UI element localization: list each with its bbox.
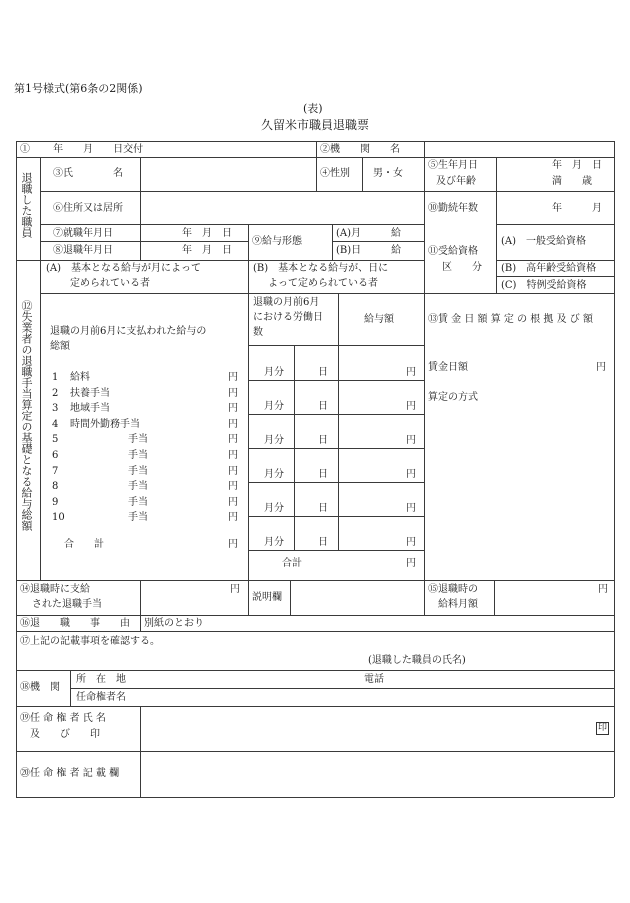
retirement-allowance-label-2: された退職手当: [32, 599, 102, 610]
appointer-name-label: 任命権者名: [76, 692, 126, 703]
month-label: 月分: [264, 401, 284, 412]
pay-item-yen: 円: [228, 466, 238, 477]
form-number: 第1号様式(第6条の2関係): [14, 82, 143, 95]
pay-item-name: 手当: [128, 466, 148, 477]
retirement-allowance-label-1: ⑭退職時に支給: [20, 584, 90, 595]
pay-item-name: 手当: [128, 450, 148, 461]
sex-options: 男・女: [373, 168, 403, 179]
daily-wage-label: 賃金日額: [428, 362, 468, 373]
address-label: ⑥住所又は居所: [53, 203, 123, 214]
explanation-label: 説明欄: [252, 592, 282, 603]
pay-item-number: 4: [52, 419, 59, 430]
month-label: 月分: [264, 435, 284, 446]
calculation-method-label: 算定の方式: [428, 392, 478, 403]
pay-item-yen: 円: [228, 481, 238, 492]
yen-unit: 円: [406, 503, 416, 514]
birth-label-2: 及び年齢: [436, 176, 476, 187]
yen-unit: 円: [406, 401, 416, 412]
retire-date-label: ⑧退職年月日: [53, 245, 113, 256]
service-years-label: ⑩勤続年数: [428, 203, 478, 214]
sex-label: ④性別: [320, 168, 350, 179]
daily-wage-basis-head: ⑬賃 金 日 額 算 定 の 根 拠 及 び 額: [428, 314, 593, 325]
pay-item-name: 地域手当: [70, 403, 110, 414]
daily-wage-yen: 円: [596, 362, 606, 373]
month-label: 月分: [264, 367, 284, 378]
pay-item-name: 時間外勤務手当: [70, 419, 140, 430]
yen-unit: 円: [406, 537, 416, 548]
pay-item-number: 5: [52, 434, 59, 445]
pay-item-name: 手当: [128, 512, 148, 523]
pay-item-yen: 円: [228, 403, 238, 414]
retiree-name-note: (退職した職員の氏名): [368, 655, 466, 666]
appointer-seal-label-2: 及 び 印: [30, 729, 100, 740]
day-unit: 日: [318, 503, 328, 514]
pay-item-number: 9: [52, 497, 59, 508]
days-head-1: 退職の月前6月: [253, 297, 320, 308]
pay-item-name: 手当: [128, 497, 148, 508]
agency-label: ⑱機 関: [20, 682, 60, 693]
pay-item-yen: 円: [228, 372, 238, 383]
month-label: 月分: [264, 537, 284, 548]
yen-unit: 円: [406, 367, 416, 378]
location-label: 所 在 地: [76, 674, 126, 685]
confirmation-text: ⑰上記の記載事項を確認する。: [20, 636, 160, 647]
seal-icon: 印: [598, 723, 608, 733]
pay-type-label: ⑨給与形態: [252, 236, 302, 247]
service-years-value: 年 月: [552, 203, 602, 214]
b-total-yen: 円: [406, 558, 416, 569]
pay-item-number: 3: [52, 403, 59, 414]
pay-item-number: 7: [52, 466, 59, 477]
pay-item-yen: 円: [228, 512, 238, 523]
pay-type-monthly: (A)月 給: [336, 228, 402, 239]
eligibility-elderly: (B) 高年齢受給資格: [501, 263, 597, 274]
retirement-reason-label: ⑯退 職 事 由: [20, 618, 130, 629]
days-head-3: 数: [253, 327, 263, 338]
hire-date-value: 年 月 日: [182, 228, 232, 239]
pay-item-yen: 円: [228, 497, 238, 508]
retirement-allowance-yen: 円: [230, 584, 240, 595]
section12-label: ⑫失業者の退職手当算定の基礎となる給与総額: [20, 300, 33, 531]
days-head-2: における労働日: [253, 312, 323, 323]
pay-item-yen: 円: [228, 388, 238, 399]
yen-unit: 円: [406, 435, 416, 446]
pay-item-number: 2: [52, 388, 59, 399]
eligibility-label-2: 区 分: [442, 262, 482, 273]
pay-item-yen: 円: [228, 419, 238, 430]
a-total-label: 合 計: [64, 539, 104, 550]
final-salary-label-2: 給料月額: [438, 599, 478, 610]
organization-name-label: ②機 関 名: [320, 144, 400, 155]
section12-a-heading-1: (A) 基本となる給与が月によって: [46, 263, 202, 274]
total-pay-note-2: 総額: [50, 341, 70, 352]
pay-amount-head: 給与額: [364, 314, 394, 325]
day-unit: 日: [318, 469, 328, 480]
month-label: 月分: [264, 469, 284, 480]
issue-date-label: ① 年 月 日交付: [20, 144, 144, 155]
pay-item-yen: 円: [228, 434, 238, 445]
pay-item-name: 手当: [128, 481, 148, 492]
day-unit: 日: [318, 367, 328, 378]
eligibility-special: (C) 特例受給資格: [501, 280, 587, 291]
appointer-seal-label-1: ⑲任 命 権 者 氏 名: [20, 713, 106, 724]
month-label: 月分: [264, 503, 284, 514]
section12-b-heading-1: (B) 基本となる給与が、日に: [253, 263, 389, 274]
pay-item-number: 10: [52, 512, 65, 523]
page-side: (表): [303, 102, 323, 115]
pay-type-daily: (B)日 給: [336, 245, 402, 256]
yen-unit: 円: [406, 469, 416, 480]
retirement-reason-value: 別紙のとおり: [144, 618, 204, 629]
section12-b-heading-2: よって定められている者: [268, 278, 378, 289]
day-unit: 日: [318, 537, 328, 548]
day-unit: 日: [318, 401, 328, 412]
section12-a-heading-2: 定められている者: [70, 278, 150, 289]
retire-date-value: 年 月 日: [182, 245, 232, 256]
final-salary-yen: 円: [598, 584, 608, 595]
pay-item-yen: 円: [228, 450, 238, 461]
eligibility-general: (A) 一般受給資格: [501, 236, 587, 247]
eligibility-label-1: ⑪受給資格: [428, 246, 478, 257]
phone-label: 電話: [364, 674, 384, 685]
pay-item-number: 1: [52, 372, 59, 383]
name-label: ③氏 名: [53, 168, 123, 179]
pay-item-name: 扶養手当: [70, 388, 110, 399]
age-value: 満 歳: [552, 176, 592, 187]
day-unit: 日: [318, 435, 328, 446]
hire-date-label: ⑦就職年月日: [53, 228, 113, 239]
a-total-yen: 円: [228, 539, 238, 550]
total-pay-note-1: 退職の月前6月に支払われた給与の: [50, 326, 207, 337]
pay-item-number: 6: [52, 450, 59, 461]
final-salary-label-1: ⑮退職時の: [428, 584, 478, 595]
retiree-section-label: 退職した職員: [20, 172, 33, 238]
pay-item-number: 8: [52, 481, 59, 492]
b-total-label: 合計: [282, 558, 302, 569]
pay-item-name: 手当: [128, 434, 148, 445]
appointer-notes-label: ⑳任 命 権 者 記 載 欄: [20, 768, 120, 779]
pay-item-name: 給料: [70, 372, 90, 383]
birth-label-1: ⑤生年月日: [428, 160, 478, 171]
birth-date-value: 年 月 日: [552, 160, 602, 171]
form-title: 久留米市職員退職票: [261, 118, 370, 132]
